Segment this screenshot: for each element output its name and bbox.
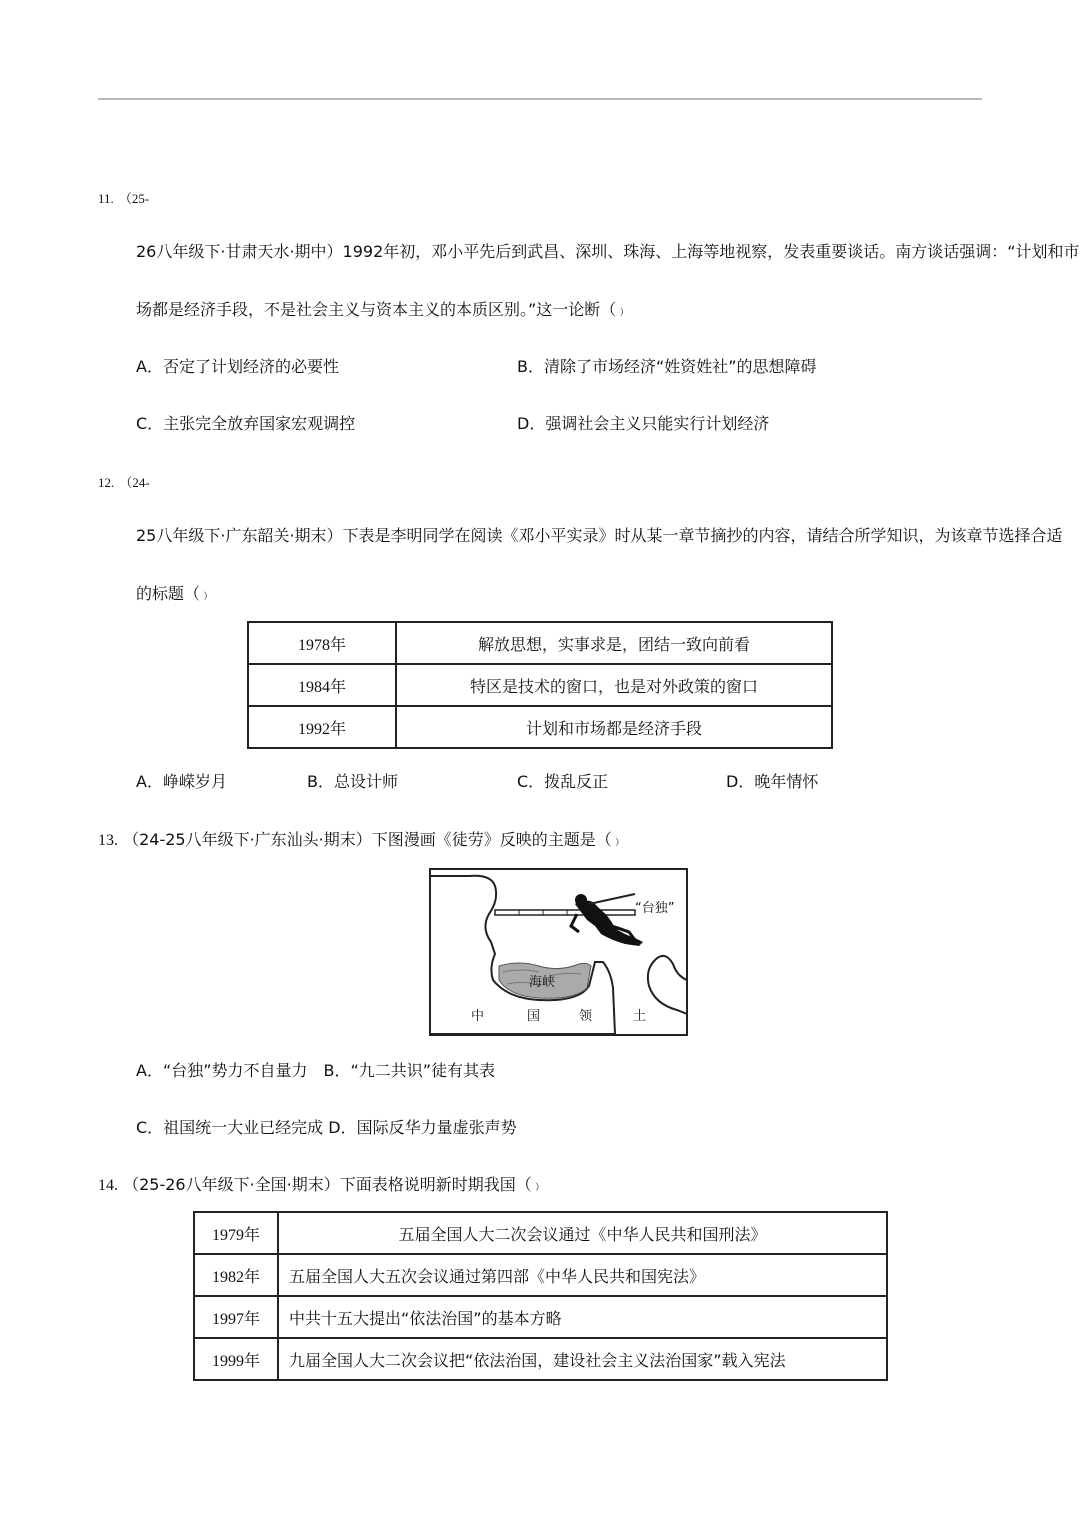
header-rule xyxy=(98,98,982,100)
q14-answer-blank[interactable]: ） xyxy=(535,1183,545,1193)
q14-year-cell: 1979年 xyxy=(194,1212,278,1254)
q14-table xyxy=(193,1211,888,1381)
q13-number: 13. xyxy=(98,832,118,849)
q13-options-row2[interactable]: C．祖国统一大业已经完成 D．国际反华力量虚张声势 xyxy=(136,1118,517,1137)
q11-option-d[interactable]: D．强调社会主义只能实行计划经济 xyxy=(517,414,770,433)
q14-text-cell: 中共十五大提出“依法治国”的基本方略 xyxy=(278,1296,887,1338)
q12-answer-blank[interactable]: ） xyxy=(203,592,213,602)
q14-year-cell: 1982年 xyxy=(194,1254,278,1296)
q14-stem-text: （25-26八年级下·全国·期末）下面表格说明新时期我国（ xyxy=(123,1175,532,1194)
cartoon-label-strait: 海峡 xyxy=(529,975,556,990)
cartoon-label-territory-4: 土 xyxy=(633,1009,647,1024)
q13-answer-blank[interactable]: ） xyxy=(615,838,625,848)
table-row xyxy=(248,664,832,706)
q12-stem-line2 xyxy=(136,584,216,607)
q11-stem-line1: 26八年级下·甘肃天水·期中）1992年初，邓小平先后到武昌、深圳、珠海、上海等地视察，发表重要谈话。南方谈话强调：“计划和市 xyxy=(136,242,1080,261)
q12-option-d[interactable]: D．晚年情怀 xyxy=(726,772,819,791)
q14-stem xyxy=(98,1175,548,1198)
q12-text-cell: 计划和市场都是经济手段 xyxy=(396,706,832,748)
table-row xyxy=(194,1296,887,1338)
q13-stem xyxy=(98,830,628,853)
table-row xyxy=(194,1338,887,1380)
cartoon-label-territory-1: 中 xyxy=(471,1009,485,1024)
q12-stem-line1: 25八年级下·广东韶关·期末）下表是李明同学在阅读《邓小平实录》时从某一章节摘抄的内容，请结合所学知识，为该章节选择合适 xyxy=(136,526,1063,545)
q12-number: 12. xyxy=(98,475,115,490)
q14-text-cell: 五届全国人大五次会议通过第四部《中华人民共和国宪法》 xyxy=(278,1254,887,1296)
q12-stem-text: 的标题（ xyxy=(136,584,201,603)
q14-number: 14. xyxy=(98,1177,118,1194)
q12-header xyxy=(98,472,150,493)
q11-answer-blank[interactable]: ） xyxy=(619,308,629,318)
table-row xyxy=(194,1212,887,1254)
q11-stem-text: 场都是经济手段，不是社会主义与资本主义的本质区别。”这一论断（ xyxy=(136,300,617,319)
cartoon-label-territory-3: 领 xyxy=(579,1009,593,1024)
q11-option-a[interactable]: A．否定了计划经济的必要性 xyxy=(136,357,339,376)
table-row xyxy=(248,706,832,748)
q13-options-row1[interactable]: A．“台独”势力不自量力 B．“九二共识”徒有其表 xyxy=(136,1061,496,1080)
q12-source-start: （24- xyxy=(119,475,150,490)
q12-text-cell: 特区是技术的窗口，也是对外政策的窗口 xyxy=(396,664,832,706)
q11-stem-line2 xyxy=(136,300,632,323)
q14-year-cell: 1999年 xyxy=(194,1338,278,1380)
q12-option-a[interactable]: A．峥嵘岁月 xyxy=(136,772,227,791)
q12-table xyxy=(247,621,833,749)
q14-text-cell: 五届全国人大二次会议通过《中华人民共和国刑法》 xyxy=(278,1212,887,1254)
q14-year-cell: 1997年 xyxy=(194,1296,278,1338)
cartoon-futile-image xyxy=(429,868,688,1036)
table-row xyxy=(248,622,832,664)
q12-text-cell: 解放思想，实事求是，团结一致向前看 xyxy=(396,622,832,664)
q11-number: 11. xyxy=(98,191,114,206)
q12-year-cell: 1984年 xyxy=(248,664,396,706)
q12-year-cell: 1992年 xyxy=(248,706,396,748)
q11-option-c[interactable]: C．主张完全放弃国家宏观调控 xyxy=(136,414,356,433)
q11-option-b[interactable]: B．清除了市场经济“姓资姓社”的思想障碍 xyxy=(517,357,817,376)
q12-year-cell: 1978年 xyxy=(248,622,396,664)
cartoon-label-taidu: “台独” xyxy=(635,901,675,916)
table-row xyxy=(194,1254,887,1296)
q13-stem-text: （24-25八年级下·广东汕头·期末）下图漫画《徒劳》反映的主题是（ xyxy=(123,830,612,849)
cartoon-label-territory-2: 国 xyxy=(527,1009,541,1024)
q12-option-c[interactable]: C．拨乱反正 xyxy=(517,772,609,791)
q11-source-start: （25- xyxy=(118,191,150,206)
q11-header xyxy=(98,188,149,209)
q14-text-cell: 九届全国人大二次会议把“依法治国，建设社会主义法治国家”载入宪法 xyxy=(278,1338,887,1380)
q12-option-b[interactable]: B．总设计师 xyxy=(307,772,398,791)
